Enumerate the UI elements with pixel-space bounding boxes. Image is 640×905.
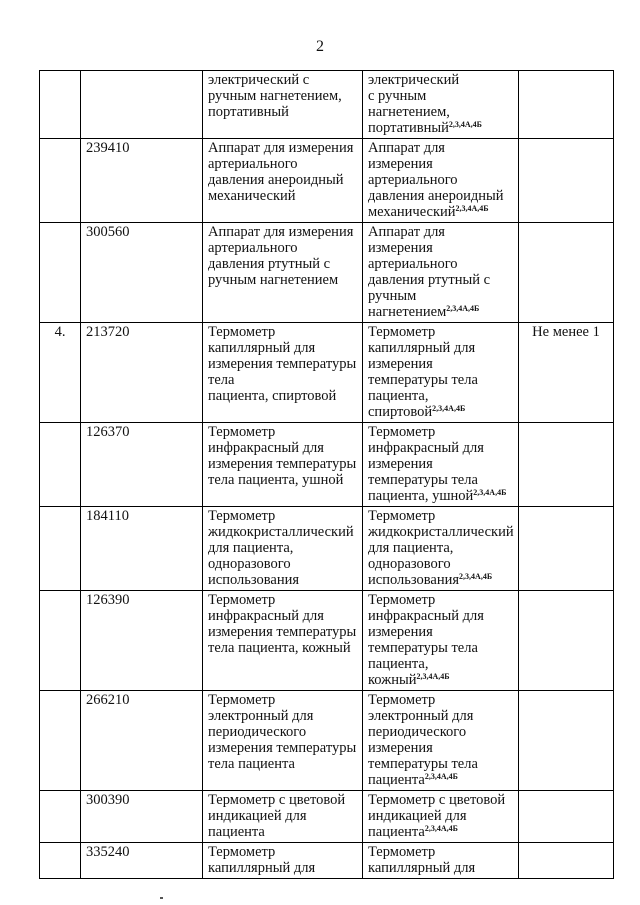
type-name-line: жидкокристаллический bbox=[208, 524, 354, 540]
item-name-line: периодического bbox=[368, 724, 467, 740]
item-name-line: температуры тела bbox=[368, 372, 478, 388]
type-name-line: индикацией для bbox=[208, 808, 307, 824]
type-name-line: пациента bbox=[208, 824, 265, 840]
footnote-ref: 2,3,4А,4Б bbox=[448, 120, 482, 129]
row-number-cell bbox=[40, 139, 81, 223]
type-name-line: периодического bbox=[208, 724, 307, 740]
item-name-line: Термометр bbox=[368, 324, 436, 340]
type-name-line: капиллярный для bbox=[208, 340, 316, 356]
type-name-line: измерения температуры bbox=[208, 356, 357, 372]
type-name-cell bbox=[203, 323, 363, 423]
row-number-cell bbox=[40, 71, 81, 139]
type-name-cell bbox=[203, 71, 363, 139]
code-cell: 335240 bbox=[81, 843, 203, 879]
item-name-line: для пациента, bbox=[368, 540, 454, 556]
row-number-cell: 4. bbox=[40, 323, 81, 423]
type-name-line: электрический с bbox=[208, 72, 310, 88]
item-name-line: кожный$^{2,3,4А,4Б}$ bbox=[368, 672, 450, 688]
table-row bbox=[40, 507, 614, 591]
item-name-line: пациента, ушной$^{2,3,4А,4Б}$ bbox=[368, 488, 507, 504]
item-name-line: нагнетением$^{2,3,4А,4Б}$ bbox=[368, 304, 480, 320]
type-name-line: тела пациента, кожный bbox=[208, 640, 351, 656]
type-name-line: артериального bbox=[208, 240, 298, 256]
item-name-line: температуры тела bbox=[368, 640, 478, 656]
item-name-line: нагнетением, bbox=[368, 104, 450, 120]
type-name-line: механический bbox=[208, 188, 296, 204]
item-name-line: измерения bbox=[368, 356, 433, 372]
page-number: 2 bbox=[316, 38, 324, 55]
item-name-line: инфракрасный для bbox=[368, 608, 484, 624]
code-cell: 126370 bbox=[81, 423, 203, 507]
type-name-cell bbox=[203, 591, 363, 691]
item-name-cell bbox=[363, 323, 519, 423]
type-name-line: Термометр bbox=[208, 424, 276, 440]
footnote-ref: 2,3,4А,4Б bbox=[455, 204, 489, 213]
item-name-line: пациента, bbox=[368, 656, 429, 672]
requirement-cell bbox=[519, 791, 614, 843]
type-name-line: измерения температуры bbox=[208, 624, 357, 640]
code-cell: 266210 bbox=[81, 691, 203, 791]
item-name-line: электрический bbox=[368, 72, 460, 88]
item-name-line: Аппарат для измерения bbox=[368, 140, 445, 172]
item-name-cell bbox=[363, 591, 519, 691]
item-name-line: измерения bbox=[368, 456, 433, 472]
item-name-cell bbox=[363, 223, 519, 323]
table-row bbox=[40, 223, 614, 323]
requirement-cell: Не менее 1 bbox=[519, 323, 614, 423]
type-name-line: Термометр bbox=[208, 508, 276, 524]
table-row bbox=[40, 323, 614, 423]
item-name-line: капиллярный для bbox=[368, 340, 476, 356]
item-name-line: Термометр bbox=[368, 592, 436, 608]
type-name-line: одноразового bbox=[208, 556, 291, 572]
row-number-cell bbox=[40, 507, 81, 591]
table-row bbox=[40, 71, 614, 139]
code-cell: 126390 bbox=[81, 591, 203, 691]
item-name-line: Термометр bbox=[368, 424, 436, 440]
item-name-line: ручным bbox=[368, 288, 417, 304]
footnote-ref: 2,3,4А,4Б bbox=[424, 824, 458, 833]
type-name-line: использования bbox=[208, 572, 300, 588]
type-name-cell bbox=[203, 223, 363, 323]
type-name-line: Термометр bbox=[208, 324, 276, 340]
type-name-line: давления анероидный bbox=[208, 172, 344, 188]
item-name-line: Термометр bbox=[368, 844, 436, 860]
type-name-line: измерения температуры bbox=[208, 456, 357, 472]
type-name-line: капиллярный для bbox=[208, 860, 316, 876]
item-name-line: жидкокристаллический bbox=[368, 524, 514, 540]
item-name-line: пациента$^{2,3,4А,4Б}$ bbox=[368, 824, 458, 840]
item-name-line: артериального bbox=[368, 256, 458, 272]
item-name-line: одноразового bbox=[368, 556, 451, 572]
table-row bbox=[40, 791, 614, 843]
type-name-line: тела bbox=[208, 372, 235, 388]
requirement-cell bbox=[519, 223, 614, 323]
type-name-cell bbox=[203, 843, 363, 879]
requirement-cell bbox=[519, 423, 614, 507]
type-name-line: измерения температуры bbox=[208, 740, 357, 756]
code-cell: 213720 bbox=[81, 323, 203, 423]
scan-artifact bbox=[160, 897, 163, 899]
type-name-line: пациента, спиртовой bbox=[208, 388, 337, 404]
item-name-line: с ручным bbox=[368, 88, 427, 104]
table-row bbox=[40, 423, 614, 507]
item-name-line: использования$^{2,3,4А,4Б}$ bbox=[368, 572, 493, 588]
type-name-line: Термометр bbox=[208, 844, 276, 860]
item-name-line: температуры тела bbox=[368, 756, 478, 772]
item-name-line: индикацией для bbox=[368, 808, 467, 824]
item-name-line: Термометр bbox=[368, 692, 436, 708]
row-number-cell bbox=[40, 843, 81, 879]
table-row bbox=[40, 843, 614, 879]
item-name-cell bbox=[363, 507, 519, 591]
type-name-cell bbox=[203, 791, 363, 843]
row-number-cell bbox=[40, 223, 81, 323]
type-name-line: для пациента, bbox=[208, 540, 294, 556]
item-name-line: электронный для bbox=[368, 708, 474, 724]
item-name-line: давления анероидный bbox=[368, 188, 504, 204]
row-number-cell bbox=[40, 691, 81, 791]
code-cell: 239410 bbox=[81, 139, 203, 223]
requirement-cell bbox=[519, 139, 614, 223]
row-number-cell bbox=[40, 423, 81, 507]
requirement-cell bbox=[519, 507, 614, 591]
item-name-cell bbox=[363, 423, 519, 507]
item-name-line: спиртовой$^{2,3,4А,4Б}$ bbox=[368, 404, 466, 420]
type-name-line: артериального bbox=[208, 156, 298, 172]
item-name-line: Термометр с цветовой bbox=[368, 792, 506, 808]
type-name-line: Аппарат для измерения bbox=[208, 224, 354, 240]
item-name-line: Аппарат для измерения bbox=[368, 224, 445, 256]
type-name-line: давления ртутный с bbox=[208, 256, 331, 272]
item-name-cell bbox=[363, 791, 519, 843]
table-row bbox=[40, 591, 614, 691]
item-name-line: портативный$^{2,3,4А,4Б}$ bbox=[368, 120, 482, 136]
code-cell: 184110 bbox=[81, 507, 203, 591]
item-name-line: механический$^{2,3,4А,4Б}$ bbox=[368, 204, 489, 220]
footnote-ref: 2,3,4А,4Б bbox=[446, 304, 480, 313]
requirement-cell bbox=[519, 691, 614, 791]
footnote-ref: 2,3,4А,4Б bbox=[416, 672, 450, 681]
type-name-line: портативный bbox=[208, 104, 289, 120]
type-name-line: ручным нагнетением, bbox=[208, 88, 342, 104]
item-name-line: давления ртутный с bbox=[368, 272, 491, 288]
item-name-line: измерения bbox=[368, 740, 433, 756]
item-name-line: артериального bbox=[368, 172, 458, 188]
type-name-line: электронный для bbox=[208, 708, 314, 724]
footnote-ref: 2,3,4А,4Б bbox=[424, 772, 458, 781]
item-name-cell bbox=[363, 691, 519, 791]
type-name-line: Термометр bbox=[208, 692, 276, 708]
requirement-cell bbox=[519, 71, 614, 139]
item-name-line: капиллярный для bbox=[368, 860, 476, 876]
item-name-line: пациента, bbox=[368, 388, 429, 404]
row-number-cell bbox=[40, 791, 81, 843]
equipment-table bbox=[39, 70, 614, 879]
type-name-cell bbox=[203, 423, 363, 507]
type-name-line: ручным нагнетением bbox=[208, 272, 339, 288]
code-cell bbox=[81, 71, 203, 139]
table-row bbox=[40, 139, 614, 223]
table-row bbox=[40, 691, 614, 791]
item-name-cell bbox=[363, 71, 519, 139]
item-name-line: инфракрасный для bbox=[368, 440, 484, 456]
type-name-line: тела пациента bbox=[208, 756, 295, 772]
type-name-cell bbox=[203, 139, 363, 223]
footnote-ref: 2,3,4А,4Б bbox=[473, 488, 507, 497]
type-name-line: инфракрасный для bbox=[208, 440, 324, 456]
code-cell: 300560 bbox=[81, 223, 203, 323]
item-name-cell bbox=[363, 843, 519, 879]
type-name-line: Аппарат для измерения bbox=[208, 140, 354, 156]
type-name-cell bbox=[203, 507, 363, 591]
type-name-line: Термометр bbox=[208, 592, 276, 608]
item-name-line: измерения bbox=[368, 624, 433, 640]
item-name-line: пациента$^{2,3,4А,4Б}$ bbox=[368, 772, 458, 788]
item-name-line: температуры тела bbox=[368, 472, 478, 488]
footnote-ref: 2,3,4А,4Б bbox=[459, 572, 493, 581]
item-name-line: Термометр bbox=[368, 508, 436, 524]
row-number-cell bbox=[40, 591, 81, 691]
requirement-cell bbox=[519, 591, 614, 691]
code-cell: 300390 bbox=[81, 791, 203, 843]
item-name-cell bbox=[363, 139, 519, 223]
type-name-line: тела пациента, ушной bbox=[208, 472, 344, 488]
footnote-ref: 2,3,4А,4Б bbox=[432, 404, 466, 413]
type-name-cell bbox=[203, 691, 363, 791]
requirement-cell bbox=[519, 843, 614, 879]
type-name-line: инфракрасный для bbox=[208, 608, 324, 624]
type-name-line: Термометр с цветовой bbox=[208, 792, 346, 808]
